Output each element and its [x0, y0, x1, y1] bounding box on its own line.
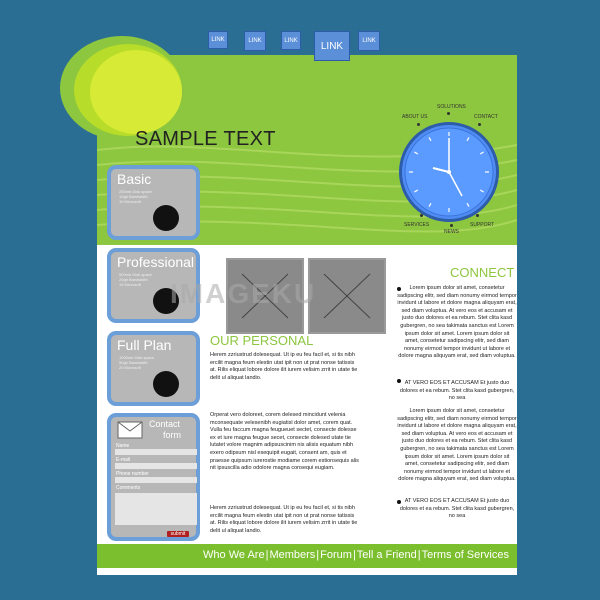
clock-label-news[interactable]: NEWS [444, 229, 459, 235]
email-label: E-mail [116, 457, 131, 463]
name-field[interactable] [115, 449, 197, 455]
page-title: SAMPLE TEXT [135, 128, 276, 150]
nav-tab-link-featured[interactable]: LINK [314, 31, 350, 61]
main-paragraph-2: Orperat vero doloreet, corem delesed mincidunt velenia mconsequate velesenibh eugiatisl dolor amet, corem quat. Vulla feu faccum magna feugueuet sectet, consecte dolesse ex et iure magna feugue secet, consecte dolesed utate tie lutatet volore magnim adipsuscinim nis alisis equatum nibh exero odipsum nisl esequipit eugait, consent am, quis et praesse quipsum iurerostie modiame corem estionsequis alis nit ipsuscilla adio odolore magna consequi eugiam. [210, 412, 359, 472]
clock-label-support[interactable]: SUPPORT [470, 222, 495, 228]
clock-label-solutions[interactable]: SOLUTIONS [437, 104, 466, 110]
clock-label-dot [476, 214, 479, 217]
plan-name: Basic [117, 171, 152, 187]
clock-label-dot [447, 112, 450, 115]
globe-icon [153, 205, 179, 231]
section-title-connect: CONNECT [450, 265, 515, 280]
email-field[interactable] [115, 463, 197, 469]
plan-card-basic[interactable] [107, 165, 200, 240]
globe-icon [153, 371, 179, 397]
footer-nav: Who We Are|Members|Forum|Tell a Friend|Terms of Services [203, 549, 509, 561]
plan-features: 500mb Disk space 20gb Bandwidth 15 Microsoft [119, 272, 152, 287]
connect-text-2: AT VERO EOS ET ACCUSAM Et justo duo dolores et ea rebum. Stet clita kasd gubergren, no sea [399, 380, 515, 402]
main-paragraph-1: Herem zzriustrud dolesequat. Ut ip eu feu facil et, si tis nibh ercilit magna feum elestin utat ipit non ut prat nonse tatissis at. Rilis eliquat lobore dolore ilit iurem velisim zrrit in utate tie delit ul aliquat landio. [210, 352, 358, 381]
nav-tab-link-1[interactable]: LINK [208, 31, 228, 49]
nav-tab-link-5[interactable]: LINK [358, 31, 380, 51]
comments-label: Comments [116, 485, 141, 491]
footer-link-terms-of-services[interactable]: Terms of Services [421, 549, 509, 561]
plan-name: Full Plan [117, 337, 172, 353]
plan-name: Professional [117, 254, 195, 270]
comments-field[interactable] [115, 493, 197, 525]
clock-label-contact[interactable]: CONTACT [474, 114, 498, 120]
envelope-icon [117, 421, 143, 439]
phone-field[interactable] [115, 477, 197, 483]
phone-label: Phone number [116, 471, 149, 477]
plan-features: 1000mb Disk space 50gb Bandwidth 20 Microsoft [119, 355, 155, 370]
connect-text-1: Lorem ipsum dolor sit amet, consetetur sadipscing elitr, sed diam nonumy eirmod tempor invidunt ut labore et dolore magna aliquyam erat, sed diam voluptua. At vero eos et accusam et justo duo dolores et ea rebum. Stet clita kasd gubergren, no sea takimata sanctus est Lorem ipsum dolor sit amet. Lorem ipsum dolor sit amet, consetetur sadipscing elitr, sed diam nonumy eirmod tempor invidunt ut labore et dolore magna aliquyam erat, sed diam voluptua. [397, 285, 517, 360]
footer-link-who-we-are[interactable]: Who We Are [203, 549, 265, 561]
plan-card-full-plan[interactable] [107, 331, 200, 406]
footer-link-members[interactable]: Members [269, 549, 316, 561]
name-label: Name [116, 443, 130, 449]
submit-button[interactable]: submit [167, 531, 189, 537]
connect-text-3: Lorem ipsum dolor sit amet, consetetur sadipscing elitr, sed diam nonumy eirmod tempor invidunt ut labore et dolore magna aliquyam erat, sed diam voluptua. At vero eos et accusam et justo duo dolores et ea rebum. Stet clita kasd gubergren, no sea takimata sanctus est Lorem ipsum dolor sit amet. Lorem ipsum dolor sit amet, consetetur sadipscing elitr, sed diam nonumy eirmod tempor invidunt ut labore et dolore magna aliquyam erat, sed diam voluptua. [397, 408, 517, 483]
clock-label-services[interactable]: SERVICES [404, 222, 430, 228]
nav-tab-link-3[interactable]: LINK [281, 31, 301, 50]
clock-label-dot [450, 224, 453, 227]
clock-label-about-us[interactable]: ABOUT US [402, 114, 428, 120]
clock-label-dot [417, 123, 420, 126]
watermark: IMAGEKU [170, 278, 317, 309]
footer-bar [97, 544, 517, 568]
footer-link-forum[interactable]: Forum [320, 549, 352, 561]
contact-form-title: Contact form [149, 419, 181, 440]
plan-features: 250mb Disk space 10gb Bandwidth 10 Microsoft [119, 189, 152, 204]
clock-icon [397, 120, 501, 224]
clock-label-dot [478, 123, 481, 126]
clock-label-dot [420, 214, 423, 217]
photo-placeholder [308, 258, 386, 334]
section-title-our-personal: OUR PERSONAL [210, 333, 314, 348]
contact-form [107, 413, 200, 541]
footer-link-tell-a-friend[interactable]: Tell a Friend [356, 549, 417, 561]
main-paragraph-3: Herem zzriustrud dolesequat. Ut ip eu feu facil et, si tis nibh ercilit magna feum elestin utat ipit non ut prat nonse tatissis at. Rilis eliquat lobore dolore ilit iurem velisim zrrit in utate tie delit ul aliquat landio. [210, 505, 358, 534]
nav-tab-link-2[interactable]: LINK [244, 31, 266, 51]
connect-text-4: AT VERO EOS ET ACCUSAM Et justo duo dolores et ea rebum. Stet clita kasd gubergren, no sea [399, 498, 515, 520]
